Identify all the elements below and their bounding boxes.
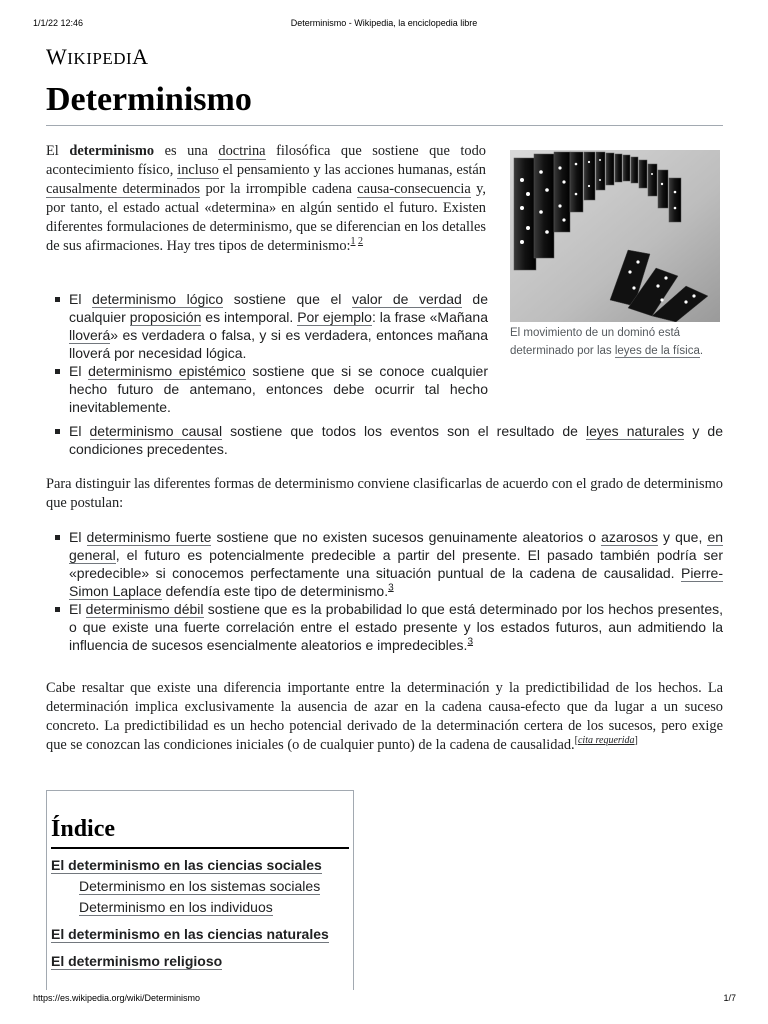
text: , el futuro es potencialmente predecible a partir del presente. El pasado también podría ser «predecible» si conocemos perfectamente una situación puntual de la cadena de causalidad. bbox=[69, 547, 723, 581]
print-datetime: 1/1/22 12:46 bbox=[33, 18, 84, 28]
toc-subitem[interactable] bbox=[51, 897, 349, 918]
text: El bbox=[69, 529, 87, 545]
bold-term: determinismo bbox=[69, 143, 155, 159]
link-proposicion[interactable]: proposición bbox=[129, 309, 202, 325]
text: sostiene que no existen sucesos genuinamente aleatorios o bbox=[211, 529, 602, 545]
text: por la irrompible cadena bbox=[200, 181, 358, 197]
text: El bbox=[46, 143, 70, 159]
toc-item-label: El determinismo en las ciencias naturales bbox=[51, 926, 329, 942]
text: es intemporal. bbox=[201, 309, 298, 325]
link-leyes-naturales[interactable]: leyes naturales bbox=[585, 423, 685, 439]
text: de cualquier bbox=[69, 291, 488, 325]
link-leyes-de-la-fisica[interactable]: leyes de la física bbox=[614, 345, 700, 357]
toc-list bbox=[51, 855, 349, 972]
link-incluso[interactable]: incluso bbox=[177, 162, 219, 178]
link-azarosos[interactable]: azarosos bbox=[601, 529, 658, 545]
ref-2[interactable]: 2 bbox=[358, 236, 364, 248]
text: y, por tanto, el estado actual «determina» en algún sentido el futuro. Existen diferentes formulaciones de determinismo, que se diferencian en los detalles de sus afirmaciones. Hay tres tipos de determinismo: bbox=[46, 181, 486, 254]
page-title: Determinismo bbox=[46, 80, 723, 126]
types-list bbox=[46, 290, 488, 416]
text: sostiene que el bbox=[223, 291, 352, 307]
print-url: https://es.wikipedia.org/wiki/Determinismo bbox=[33, 993, 201, 1003]
list-item bbox=[46, 362, 488, 416]
link-determinismo-logico[interactable]: determinismo lógico bbox=[92, 291, 224, 307]
text: sostiene que es la probabilidad lo que está determinado por los hechos presentes, o que existe una fuerte correlación entre el estado presente y los estados futuros, aun admitiendo la influencia de sucesos esencialmente aleatorios e impredecibles. bbox=[69, 601, 723, 653]
toc-subitem[interactable] bbox=[51, 876, 349, 897]
ref-3[interactable]: 3 bbox=[467, 636, 474, 648]
link-por-ejemplo[interactable]: Por ejemplo bbox=[297, 309, 372, 325]
cite-bracket: ] bbox=[634, 735, 638, 747]
toc-item[interactable] bbox=[51, 951, 349, 972]
ref-3[interactable]: 3 bbox=[388, 582, 394, 594]
toc-item-label: El determinismo en las ciencias sociales bbox=[51, 857, 322, 873]
text: y que, bbox=[657, 529, 708, 545]
text: El bbox=[69, 363, 89, 379]
text: El bbox=[69, 601, 86, 617]
print-page-title: Determinismo - Wikipedia, la enciclopedia libre bbox=[290, 18, 478, 28]
citation-needed-link[interactable]: cita requerida bbox=[577, 735, 635, 747]
text: El bbox=[69, 423, 90, 439]
list-item bbox=[46, 290, 488, 362]
domino-figure bbox=[510, 150, 722, 360]
ref-1[interactable]: 1 bbox=[350, 236, 356, 248]
link-determinismo-causal[interactable]: determinismo causal bbox=[89, 423, 223, 439]
caption-text: El movimiento de un dominó está determinado por las bbox=[510, 327, 681, 357]
link-en-general[interactable]: en general bbox=[69, 529, 724, 563]
figure-caption bbox=[510, 324, 710, 360]
toc-title: Índice bbox=[51, 815, 349, 849]
types-list-continued bbox=[46, 422, 723, 458]
list-item bbox=[46, 600, 723, 654]
text: » es verdadera o falsa, y si es verdadera, entonces mañana lloverá por necesidad lógica. bbox=[69, 327, 488, 361]
link-pierre-simon-laplace[interactable]: Pierre-Simon Laplace bbox=[69, 565, 723, 599]
cite-bracket: [ bbox=[574, 735, 578, 747]
text: Cabe resaltar que existe una diferencia importante entre la determinación y la predictibilidad de los hechos. La determinación implica exclusivamente la ausencia de azar en la cadena causa-efecto que da lugar a un suceso concreto. La predictibilidad es un hecho potencial derivado de la determinación certera de los sucesos, pero exige que se conozcan las condiciones iniciales (o de cualquier punto) de la cadena de causalidad. bbox=[46, 680, 723, 753]
link-causa-consecuencia[interactable]: causa-consecuencia bbox=[357, 181, 471, 197]
link-causalmente-determinados[interactable]: causalmente determinados bbox=[46, 181, 201, 197]
wordmark-first: W bbox=[46, 44, 68, 69]
link-llovera[interactable]: lloverá bbox=[69, 327, 111, 343]
list-item bbox=[46, 422, 723, 458]
intro-paragraph bbox=[46, 142, 486, 256]
wordmark-last: A bbox=[132, 44, 149, 69]
link-determinismo-epistemico[interactable]: determinismo epistémico bbox=[88, 363, 246, 379]
text: el pensamiento y las acciones humanas, están bbox=[218, 162, 486, 178]
link-valor-de-verdad[interactable]: valor de verdad bbox=[351, 291, 462, 307]
table-of-contents bbox=[46, 790, 354, 990]
text: El bbox=[69, 291, 93, 307]
toc-item[interactable] bbox=[51, 855, 349, 876]
text: filosófica que sostiene que todo acontecimiento físico, bbox=[46, 143, 486, 178]
text: defendía este tipo de determinismo. bbox=[161, 583, 389, 599]
list-item bbox=[46, 528, 723, 600]
caption-text: . bbox=[699, 345, 704, 357]
toc-item-label: El determinismo religioso bbox=[51, 953, 223, 969]
link-determinismo-debil[interactable]: determinismo débil bbox=[85, 601, 204, 617]
wikipedia-wordmark[interactable] bbox=[46, 44, 149, 70]
domino-image[interactable] bbox=[510, 150, 720, 322]
text: : la frase «Mañana bbox=[371, 309, 489, 325]
predictability-paragraph bbox=[46, 679, 723, 755]
text: y de condiciones precedentes. bbox=[69, 423, 723, 457]
toc-item-label: Determinismo en los individuos bbox=[79, 899, 273, 915]
degrees-list bbox=[46, 528, 723, 654]
link-determinismo-fuerte[interactable]: determinismo fuerte bbox=[86, 529, 212, 545]
toc-item[interactable] bbox=[51, 924, 349, 945]
text: es una bbox=[154, 143, 219, 159]
wordmark-middle: IKIPEDI bbox=[67, 49, 133, 68]
link-doctrina[interactable]: doctrina bbox=[218, 143, 266, 159]
toc-item-label: Determinismo en los sistemas sociales bbox=[79, 878, 321, 894]
text: sostiene que si se conoce cualquier hecho futuro de antemano, entonces debe ocurrir tal hecho inevitablemente. bbox=[69, 363, 488, 415]
print-page-number: 1/7 bbox=[723, 993, 736, 1003]
text: sostiene que todos los eventos son el resultado de bbox=[222, 423, 586, 439]
classification-paragraph: Para distinguir las diferentes formas de determinismo conviene clasificarlas de acuerdo con el grado de determinismo que postulan: bbox=[46, 476, 723, 511]
